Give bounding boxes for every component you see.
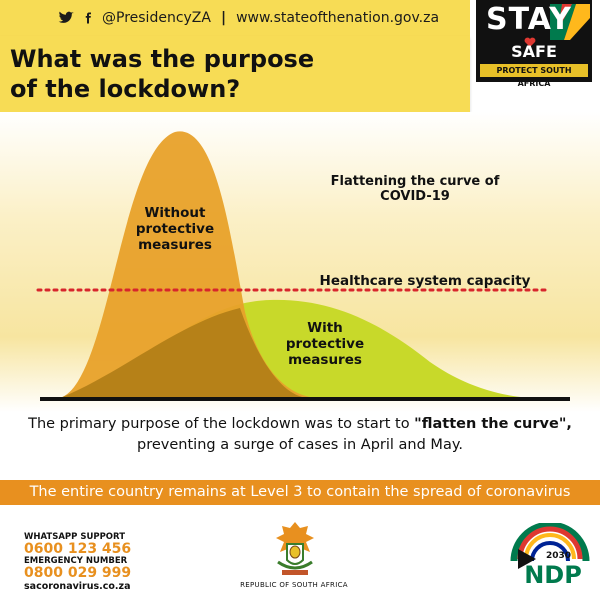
with-line-2: protective — [285, 336, 365, 352]
ndp-logo — [510, 523, 590, 593]
whatsapp-label: WHATSAPP SUPPORT — [24, 532, 125, 542]
contact-info — [24, 532, 224, 592]
with-line-3: measures — [288, 352, 362, 368]
with-measures-label — [270, 320, 380, 368]
logo-tagline: PROTECT SOUTH AFRICA — [480, 64, 588, 77]
divider: | — [220, 10, 227, 26]
page-title — [10, 44, 450, 104]
question-box — [0, 36, 470, 112]
title-line-1: What was the purpose — [10, 45, 315, 73]
ndp-year: 2030 — [546, 551, 572, 561]
logo-safe: SAFE — [511, 42, 557, 61]
with-line-1: With — [307, 320, 343, 336]
ndp-text: NDP — [524, 561, 582, 589]
description — [20, 414, 580, 456]
flatten-curve-diagram — [0, 112, 600, 412]
emergency-label: EMERGENCY NUMBER — [24, 556, 128, 566]
without-line-1: Without — [144, 205, 206, 221]
chart-title — [310, 174, 520, 204]
coat-of-arms-icon — [270, 518, 320, 580]
without-line-2: protective — [135, 221, 215, 237]
level-banner: The entire country remains at Level 3 to contain the spread of coronavirus — [0, 480, 600, 505]
twitter-handle[interactable]: @PresidencyZA — [102, 10, 211, 26]
whatsapp-number[interactable]: 0600 123 456 — [24, 541, 132, 557]
chart-title-line-2: COVID-19 — [380, 189, 450, 204]
logo-stay: STAY — [486, 2, 572, 37]
social-bar — [0, 0, 470, 36]
capacity-label: Healthcare system capacity — [319, 273, 531, 289]
stay-safe-logo — [476, 0, 592, 88]
twitter-icon[interactable] — [58, 10, 74, 26]
description-part-1: The primary purpose of the lockdown was to start to — [28, 416, 415, 432]
republic-label: REPUBLIC OF SOUTH AFRICA — [240, 581, 348, 589]
website-link[interactable]: www.stateofthenation.gov.za — [236, 10, 440, 26]
emergency-number[interactable]: 0800 029 999 — [24, 565, 132, 581]
chart-title-line-1: Flattening the curve of — [330, 174, 500, 189]
title-line-2: of the lockdown? — [10, 75, 241, 103]
description-bold: "flatten the curve", — [414, 416, 572, 432]
footer-website[interactable]: sacoronavirus.co.za — [24, 581, 131, 592]
without-measures-label — [120, 205, 230, 253]
facebook-icon[interactable] — [82, 10, 94, 26]
without-line-3: measures — [138, 237, 212, 253]
description-part-2: preventing a surge of cases in April and May. — [137, 437, 463, 453]
